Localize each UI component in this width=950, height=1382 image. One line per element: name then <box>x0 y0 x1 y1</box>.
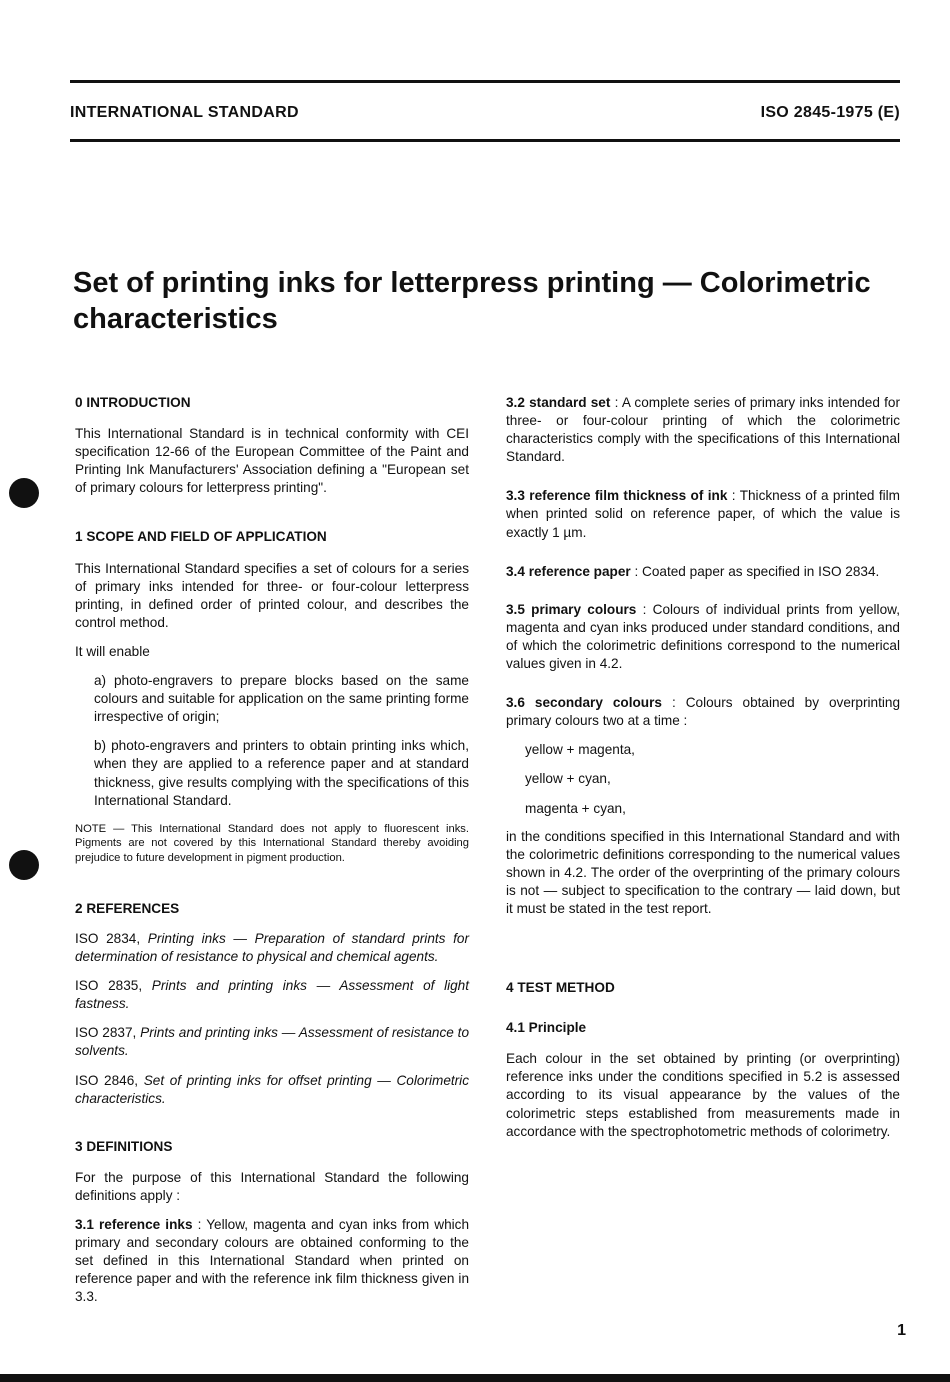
section-heading-scope: 1 SCOPE AND FIELD OF APPLICATION <box>75 529 327 545</box>
scope-note: NOTE — This International Standard does not apply to fluorescent inks. Pigments are not covered by this International Standard thereby avoiding prejudice to future development in pigment production. <box>75 822 469 864</box>
definition-number: 3.1 <box>75 1217 94 1233</box>
principle-paragraph: Each colour in the set obtained by printing (or overprinting) reference inks under the conditions specified in 5.2 is assessed according to its visual appearance by the values of the colorimetric steps established from measurements made in accordance with the spectrophotometric methods of colorimetry. <box>506 1051 900 1139</box>
punch-hole-mark <box>9 478 39 508</box>
colour-combination: yellow + cyan, <box>525 771 611 787</box>
standard-number: ISO 2845-1975 (E) <box>760 104 900 121</box>
secondary-colours-conditions: in the conditions specified in this International Standard and with the colorimetric definitions corresponding to the numerical values shown in 4.2. The order of the overprinting of the primary colours is not — subject to specification to the contrary — laid down, but it must be stated in the test report. <box>506 828 900 916</box>
definition-3-2 <box>506 394 900 466</box>
definition-number: 3.3 <box>506 488 525 504</box>
definition-text: : Colours of individual prints from yellow, magenta and cyan inks produced under standard conditions, and of which the colorimetric definitions correspond to the numerical values given in 4.2. <box>506 601 900 672</box>
definition-3-1 <box>75 1216 469 1306</box>
definition-text: : Yellow, magenta and cyan inks from which primary and secondary colours are obtained conforming to the set defined in this International Standard when printed on reference paper and with the reference ink film thickness given in 3.3. <box>75 1217 469 1305</box>
reference-code: ISO 2835, <box>75 978 143 994</box>
definition-3-6 <box>506 694 900 730</box>
reference-code: ISO 2837, <box>75 1025 137 1041</box>
definition-term: standard set <box>529 395 611 410</box>
introduction-paragraph: This International Standard is in technical conformity with CEI specification 12-66 of the European Committee of the Paint and Printing Ink Manufacturers' Association defining a "European set of primary colours for letterpress printing". <box>75 426 469 496</box>
page-number: 1 <box>897 1322 906 1339</box>
reference-title: Printing inks — Preparation of standard prints for determination of resistance to physical and chemical agents. <box>75 931 469 965</box>
punch-hole-mark <box>9 850 39 880</box>
definition-number: 3.2 <box>506 395 525 410</box>
definition-text: : Thickness of a printed film when printed solid on reference paper, of which the value is exactly 1 µm. <box>506 488 901 540</box>
section-heading-introduction: 0 INTRODUCTION <box>75 395 191 410</box>
definitions-intro: For the purpose of this International Standard the following definitions apply : <box>75 1169 469 1203</box>
reference-item <box>75 930 469 966</box>
colour-combination: magenta + cyan, <box>525 800 626 816</box>
reference-item <box>75 977 469 1013</box>
standard-type-label: INTERNATIONAL STANDARD <box>70 104 299 121</box>
bottom-edge-bar <box>0 1374 950 1382</box>
definition-number: 3.5 <box>506 601 525 617</box>
reference-code: ISO 2846, <box>75 1072 139 1088</box>
reference-code: ISO 2834, <box>75 931 141 946</box>
definition-3-5 <box>506 601 900 673</box>
definition-3-3 <box>506 487 900 541</box>
definition-term: reference inks <box>99 1217 193 1233</box>
definition-term: primary colours <box>531 601 637 617</box>
right-column <box>506 0 900 1141</box>
enable-intro: It will enable <box>75 643 150 659</box>
colour-combination: yellow + magenta, <box>525 742 635 758</box>
reference-title: Set of printing inks for offset printing — Colorimetric characteristics. <box>75 1072 470 1106</box>
reference-item <box>75 1072 469 1108</box>
section-heading-definitions: 3 DEFINITIONS <box>75 1138 173 1154</box>
definition-3-4 <box>506 563 900 581</box>
subsection-heading-principle: 4.1 Principle <box>506 1020 587 1036</box>
definition-term: secondary colours <box>534 695 662 711</box>
definition-term: reference paper <box>528 563 631 579</box>
left-column <box>75 394 469 1307</box>
definition-text: : Colours obtained by overprinting primary colours two at a time : <box>506 695 900 729</box>
definition-term: reference film thickness of ink <box>529 488 728 504</box>
reference-title: Prints and printing inks — Assessment of light fastness. <box>75 978 470 1012</box>
reference-title: Prints and printing inks — Assessment of resistance to solvents. <box>75 1025 470 1059</box>
document-title: Set of printing inks for letterpress printing — Colorimetric characteristics <box>73 267 871 335</box>
definition-number: 3.4 <box>506 563 525 579</box>
definition-text: : A complete series of primary inks intended for three- or four-colour printing of which the colorimetric characteristics comply with the specifications of this International Standard. <box>506 395 900 465</box>
list-item-b: b) photo-engravers and printers to obtain printing inks which, when they are applied to a reference paper and at standard thickness, give results complying with the specifications of this International Standard. <box>94 738 469 808</box>
definition-number: 3.6 <box>506 695 525 711</box>
definition-text: : Coated paper as specified in ISO 2834. <box>634 563 880 579</box>
scope-paragraph: This International Standard specifies a set of colours for a series of primary inks intended for three- or four-colour letterpress printing, in defined order of printed colour, and describes the control method. <box>75 560 469 630</box>
section-heading-test-method: 4 TEST METHOD <box>506 980 615 996</box>
reference-item <box>75 1024 469 1060</box>
list-item-a: a) photo-engravers to prepare blocks based on the same colours and suitable for application on the same printing forme irrespective of origin; <box>94 673 469 725</box>
section-heading-references: 2 REFERENCES <box>75 900 180 916</box>
